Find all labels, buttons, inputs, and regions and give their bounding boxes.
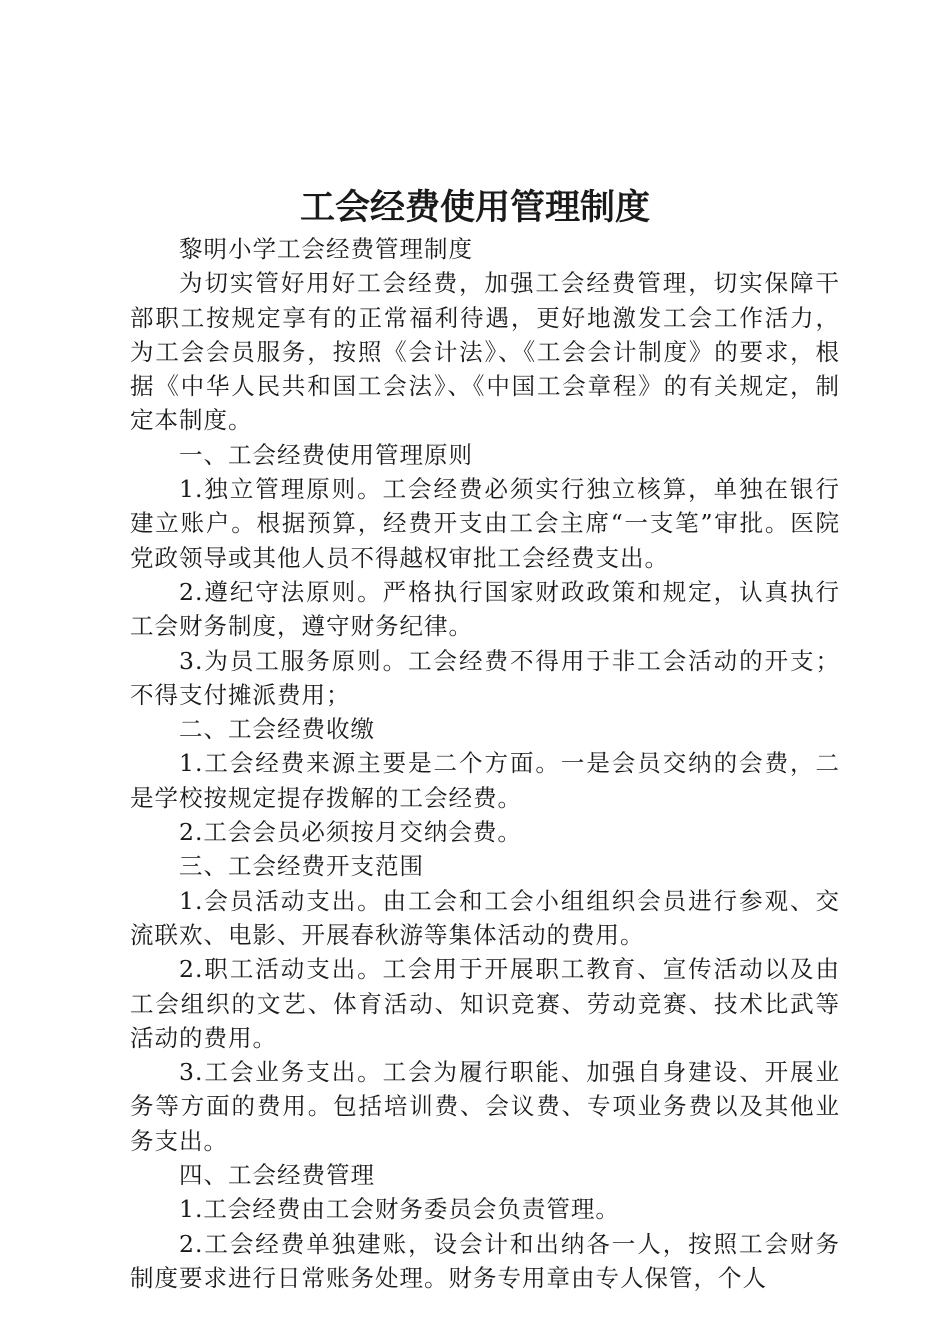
- document-title: 工会经费使用管理制度: [299, 188, 650, 228]
- paragraph: 2.职工活动支出。工会用于开展职工教育、宣传活动以及由工会组织的文艺、体育活动、知识竞赛、劳动竞赛、技术比武等活动的费用。: [130, 955, 840, 1052]
- section-heading-4: 四、工会经费管理: [179, 1161, 375, 1190]
- paragraph: 2.遵纪守法原则。严格执行国家财政政策和规定，认真执行工会财务制度，遵守财务纪律。: [130, 577, 840, 641]
- section-heading-1: 一、工会经费使用管理原则: [179, 440, 473, 469]
- paragraph: 1.工会经费来源主要是二个方面。一是会员交纳的会费，二是学校按规定提存拨解的工会经费。: [130, 749, 840, 812]
- paragraph: 2.工会会员必须按月交纳会费。: [179, 818, 522, 847]
- paragraph: 2.工会经费单独建账，设会计和出纳各一人，按照工会财务制度要求进行日常账务处理。财务专用章由专人保管，个人: [130, 1229, 840, 1292]
- paragraph-subtitle: 黎明小学工会经费管理制度: [179, 235, 473, 263]
- document-body: [130, 232, 840, 1295]
- paragraph: 3.工会业务支出。工会为履行职能、加强自身建设、开展业务等方面的费用。包括培训费、会议费、专项业务费以及其他业务支出。: [130, 1058, 840, 1155]
- paragraph: 1.工会经费由工会财务委员会负责管理。: [179, 1195, 620, 1224]
- paragraph: 1.独立管理原则。工会经费必须实行独立核算，单独在银行建立账户。根据预算，经费开支由工会主席“一支笔”审批。医院党政领导或其他人员不得越权审批工会经费支出。: [130, 475, 840, 572]
- paragraph: 3.为员工服务原则。工会经费不得用于非工会活动的开支；不得支付摊派费用；: [130, 646, 840, 709]
- section-heading-3: 三、工会经费开支范围: [179, 852, 424, 881]
- paragraph: 1.会员活动支出。由工会和工会小组组织会员进行参观、交流联欢、电影、开展春秋游等集体活动的费用。: [130, 886, 840, 949]
- section-heading-2: 二、工会经费收缴: [179, 715, 375, 744]
- paragraph-intro: 为切实管好用好工会经费，加强工会经费管理，切实保障干部职工按规定享有的正常福利待遇，更好地激发工会工作活力，为工会会员服务，按照《会计法》、《工会会计制度》的要求，根据《中华人民共和国工会法》、《中国工会章程》的有关规定，制定本制度。: [130, 269, 840, 435]
